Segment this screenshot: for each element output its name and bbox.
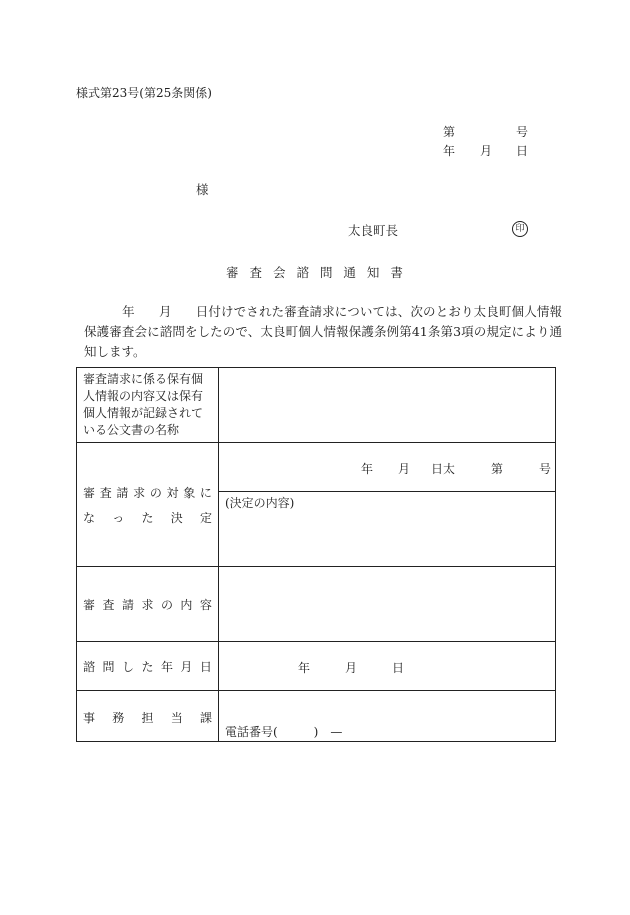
sender-title: 太良町長 — [348, 223, 399, 238]
label-document-name: 審査請求に係る保有個人情報の内容又は保有個人情報が記録されている公文書の名称 — [77, 368, 219, 443]
body-paragraph — [84, 302, 562, 362]
request-details-table — [76, 367, 556, 742]
field-target-decision — [219, 443, 556, 567]
label-responsible-section: 事 務 担 当 課 — [77, 691, 219, 742]
date-year: 年 — [443, 144, 456, 158]
body-text: 日付けでされた審査請求については、次のとおり太良町個人情報保護審査会に諮問をしたので、太良町個人情報保護条例第41条第3項の規定により通知します。 — [84, 304, 562, 359]
document-title: 審 査 会 諮 問 通 知 書 — [226, 265, 403, 280]
label-target-decision — [77, 443, 219, 567]
seal-mark: 印 — [512, 221, 528, 237]
body-year: 年 — [122, 304, 135, 319]
date-month: 月 — [480, 144, 493, 158]
doc-number-prefix: 第 — [443, 125, 456, 139]
field-inquiry-date[interactable]: 年 月 日 — [219, 642, 556, 691]
label-inquiry-date: 諮 問 し た 年 月 日 — [77, 642, 219, 691]
form-number: 様式第23号(第25条関係) — [76, 86, 212, 100]
label-target-decision-line2: な っ た 決 定 — [83, 510, 212, 525]
decision-content-label: (決定の内容) — [225, 496, 295, 510]
decision-reference-line[interactable]: 年 月 日太 第 号 — [219, 443, 555, 492]
field-responsible-section[interactable] — [219, 691, 556, 742]
field-document-name[interactable] — [219, 368, 556, 443]
body-month: 月 — [158, 304, 172, 319]
phone-number-label: 電話番号( ) — — [225, 725, 343, 739]
field-request-content[interactable] — [219, 567, 556, 642]
doc-number-suffix: 号 — [516, 125, 529, 139]
decision-content-area[interactable] — [219, 492, 555, 566]
label-request-content: 審 査 請 求 の 内 容 — [77, 567, 219, 642]
addressee-honorific: 様 — [196, 182, 209, 197]
date-day: 日 — [516, 144, 529, 158]
label-target-decision-line1: 審 査 請 求 の 対 象 に — [83, 485, 212, 500]
